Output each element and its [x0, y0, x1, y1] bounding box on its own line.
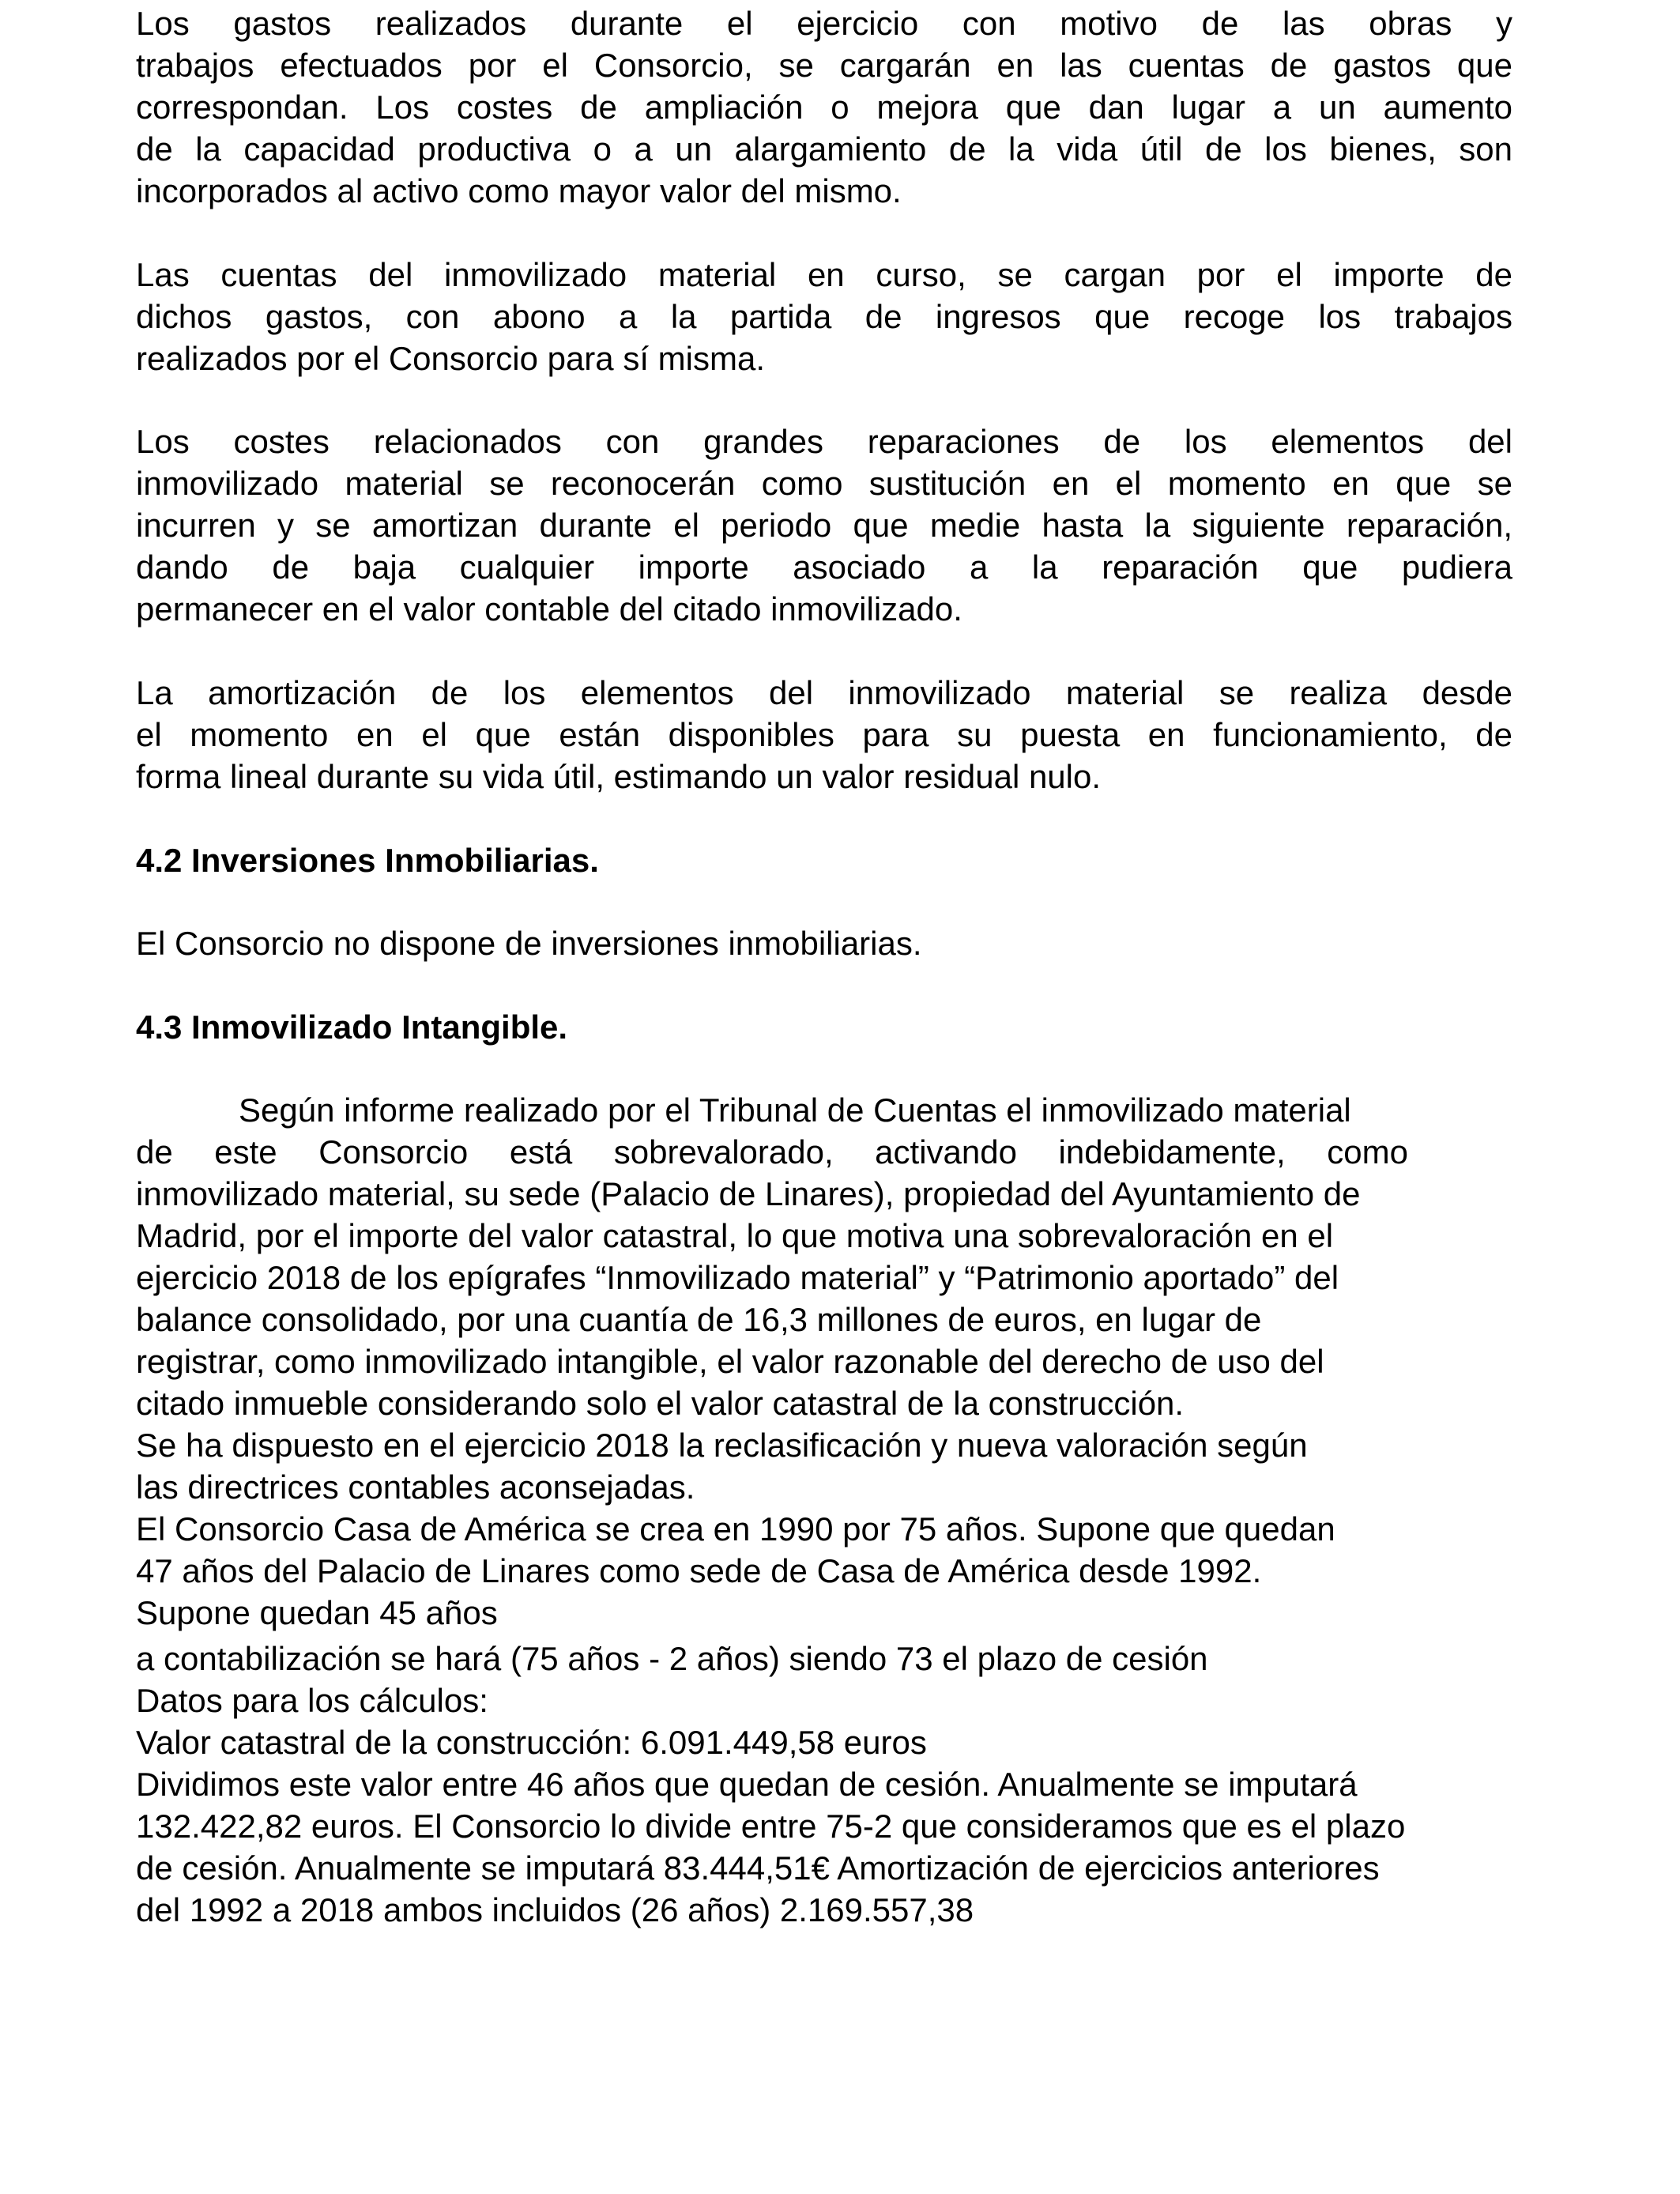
paragraph-line: de cesión. Anualmente se imputará 83.444,51€ Amortización de ejercicios anteriores — [136, 1849, 1380, 1887]
paragraph-line: Los gastos realizados durante el ejercicio con motivo de las obras y — [136, 5, 1512, 42]
paragraph-line: 132.422,82 euros. El Consorcio lo divide entre 75-2 que consideramos que es el plazo — [136, 1808, 1406, 1845]
paragraph-line: ejercicio 2018 de los epígrafes “Inmovilizado material” y “Patrimonio aportado” del — [136, 1259, 1339, 1296]
paragraph-line: incurren y se amortizan durante el periodo que medie hasta la siguiente reparación, — [136, 507, 1512, 544]
paragraph-line: a contabilización se hará (75 años - 2 años) siendo 73 el plazo de cesión — [136, 1640, 1208, 1677]
paragraph-line: dando de baja cualquier importe asociado a la reparación que pudiera — [136, 548, 1512, 586]
paragraph-line: Las cuentas del inmovilizado material en curso, se cargan por el importe de — [136, 256, 1512, 293]
paragraph-line: permanecer en el valor contable del citado inmovilizado. — [136, 590, 962, 628]
paragraph-line: del 1992 a 2018 ambos incluidos (26 años) 2.169.557,38 — [136, 1891, 974, 1928]
section-heading: 4.2 Inversiones Inmobiliarias. — [136, 842, 599, 879]
paragraph-line: registrar, como inmovilizado intangible, el valor razonable del derecho de uso del — [136, 1343, 1324, 1380]
paragraph-line: inmovilizado material se reconocerán como sustitución en el momento en que se — [136, 465, 1512, 502]
paragraph-line: realizados por el Consorcio para sí misma. — [136, 340, 765, 377]
paragraph-line: Datos para los cálculos: — [136, 1682, 488, 1719]
paragraph-line: de la capacidad productiva o a un alargamiento de la vida útil de los bienes, son — [136, 130, 1512, 168]
section-heading: 4.3 Inmovilizado Intangible. — [136, 1008, 568, 1046]
paragraph-line: incorporados al activo como mayor valor del mismo. — [136, 172, 902, 209]
paragraph-line: las directrices contables aconsejadas. — [136, 1468, 695, 1506]
paragraph-line: de este Consorcio está sobrevalorado, activando indebidamente, como — [136, 1133, 1408, 1171]
paragraph-line: El Consorcio no dispone de inversiones inmobiliarias. — [136, 925, 922, 962]
paragraph-line: balance consolidado, por una cuantía de 16,3 millones de euros, en lugar de — [136, 1301, 1262, 1338]
paragraph-line: Valor catastral de la construcción: 6.091.449,58 euros — [136, 1724, 927, 1761]
paragraph-line: forma lineal durante su vida útil, estimando un valor residual nulo. — [136, 758, 1102, 795]
paragraph-line: Madrid, por el importe del valor catastral, lo que motiva una sobrevaloración en el — [136, 1217, 1334, 1254]
paragraph-line: Se ha dispuesto en el ejercicio 2018 la reclasificación y nueva valoración según — [136, 1427, 1308, 1464]
paragraph-line: el momento en el que están disponibles para su puesta en funcionamiento, de — [136, 716, 1512, 753]
paragraph-line: El Consorcio Casa de América se crea en 1990 por 75 años. Supone que quedan — [136, 1510, 1335, 1547]
paragraph-line: correspondan. Los costes de ampliación o mejora que dan lugar a un aumento — [136, 89, 1512, 126]
paragraph-line: citado inmueble considerando solo el valor catastral de la construcción. — [136, 1385, 1185, 1422]
paragraph-line: inmovilizado material, su sede (Palacio de Linares), propiedad del Ayuntamiento de — [136, 1175, 1361, 1212]
paragraph-line: trabajos efectuados por el Consorcio, se cargarán en las cuentas de gastos que — [136, 47, 1512, 84]
paragraph-line: Los costes relacionados con grandes reparaciones de los elementos del — [136, 423, 1512, 460]
paragraph-line: Supone quedan 45 años — [136, 1594, 498, 1631]
paragraph-line: Dividimos este valor entre 46 años que quedan de cesión. Anualmente se imputará — [136, 1766, 1358, 1803]
paragraph-line: dichos gastos, con abono a la partida de ingresos que recoge los trabajos — [136, 298, 1512, 335]
paragraph-line: Según informe realizado por el Tribunal de Cuentas el inmovilizado material — [239, 1091, 1351, 1129]
paragraph-line: 47 años del Palacio de Linares como sede de Casa de América desde 1992. — [136, 1552, 1262, 1589]
paragraph-line: La amortización de los elementos del inmovilizado material se realiza desde — [136, 674, 1512, 711]
